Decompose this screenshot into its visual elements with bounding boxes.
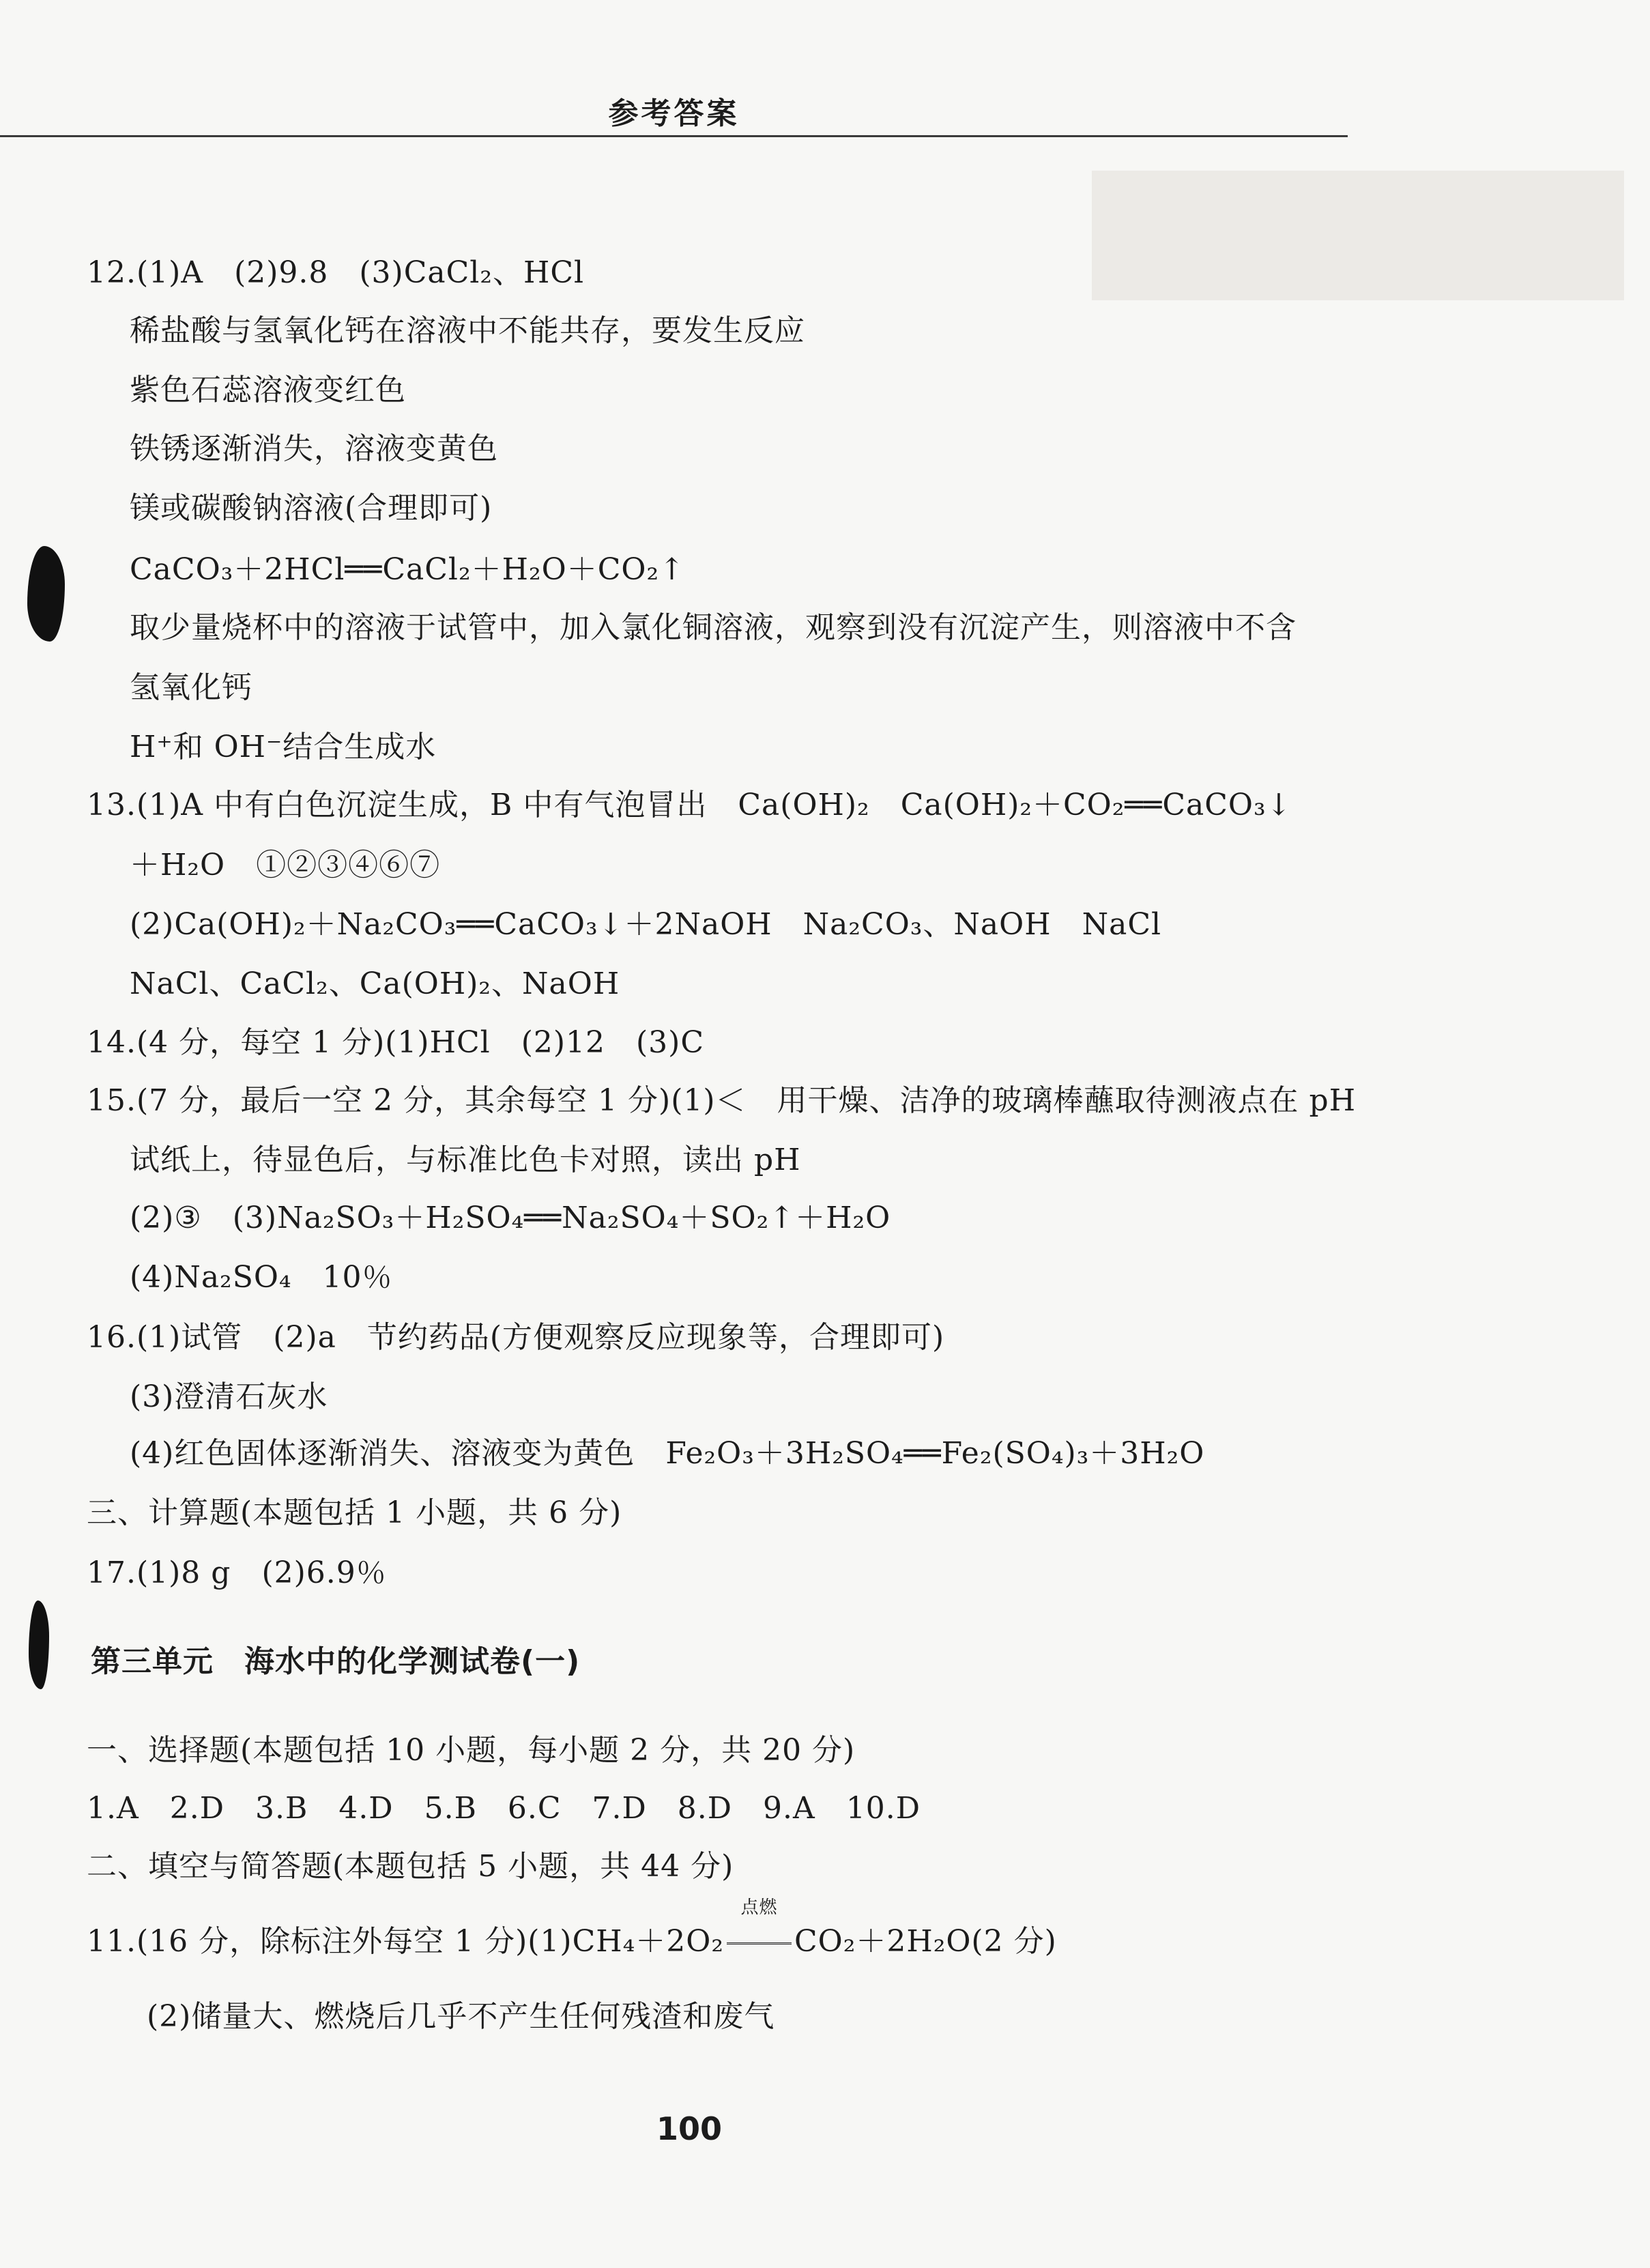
equals-bar [727,1942,792,1944]
answer-line: 15.(7 分，最后一空 2 分，其余每空 1 分)(1)＜ 用干燥、洁净的玻璃棒蘸取待测液点在 pH [87,1083,1357,1118]
answer-line: CaCO₃＋2HCl══CaCl₂＋H₂O＋CO₂↑ [130,552,685,587]
header-rule [0,135,1348,137]
answer-line: (3)澄清石灰水 [130,1379,328,1414]
answer-line: 14.(4 分，每空 1 分)(1)HCl (2)12 (3)C [87,1025,704,1060]
reaction-condition [724,1897,794,1962]
answer-line: 镁或碳酸钠溶液(合理即可) [130,491,493,526]
answer-line: 13.(1)A 中有白色沉淀生成，B 中有气泡冒出 Ca(OH)₂ Ca(OH)₂＋CO₂══CaCO₃↓ [87,788,1292,822]
answer-line: 12.(1)A (2)9.8 (3)CaCl₂、HCl [87,255,585,290]
answer-line: (2)Ca(OH)₂＋Na₂CO₃══CaCO₃↓＋2NaOH Na₂CO₃、NaOH NaCl [130,907,1162,942]
answer-line: 取少量烧杯中的溶液于试管中，加入氯化铜溶液，观察到没有沉淀产生，则溶液中不含 [130,610,1297,645]
answer-line: 紫色石蕊溶液变红色 [130,373,406,407]
answer-line-q11 [87,1897,1057,1962]
section-heading: 三、计算题(本题包括 1 小题，共 6 分) [87,1495,622,1530]
q11-prefix: 11.(16 分，除标注外每空 1 分)(1)CH₄＋2O₂ [87,1924,724,1959]
answer-line: (2)储量大、燃烧后几乎不产生任何残渣和废气 [147,1999,775,2034]
answer-line: (2)③ (3)Na₂SO₃＋H₂SO₄══Na₂SO₄＋SO₂↑＋H₂O [130,1201,891,1235]
answer-line: 17.(1)8 g (2)6.9％ [87,1555,387,1590]
ink-blot-mark [29,1600,49,1689]
answer-line: 1.A 2.D 3.B 4.D 5.B 6.C 7.D 8.D 9.A 10.D [87,1791,921,1826]
section-heading: 一、选择题(本题包括 10 小题，每小题 2 分，共 20 分) [87,1733,856,1768]
answer-line: 氢氧化钙 [130,670,252,705]
reaction-condition-label: 点燃 [740,1897,778,1918]
answer-line: (4)红色固体逐渐消失、溶液变为黄色 Fe₂O₃＋3H₂SO₄══Fe₂(SO₄)₃＋3H₂O [130,1436,1205,1471]
answer-line: 稀盐酸与氢氧化钙在溶液中不能共存，要发生反应 [130,313,805,348]
page-number: 100 [656,2110,723,2147]
page-header-title: 参考答案 [608,96,740,131]
answer-line: 试纸上，待显色后，与标准比色卡对照，读出 pH [130,1143,801,1177]
answer-line: ＋H₂O ①②③④⑥⑦ [130,848,441,882]
section-heading: 二、填空与简答题(本题包括 5 小题，共 44 分) [87,1849,734,1884]
answer-line: NaCl、CaCl₂、Ca(OH)₂、NaOH [130,966,620,1001]
scan-smudge [1092,171,1624,300]
ink-blot-mark [27,546,65,642]
answer-line: 铁锈逐渐消失，溶液变黄色 [130,431,498,466]
q11-suffix: CO₂＋2H₂O(2 分) [794,1924,1057,1959]
answer-line: (4)Na₂SO₄ 10％ [130,1260,393,1295]
answer-line: H⁺和 OH⁻结合生成水 [130,730,437,764]
unit-title: 第三单元 海水中的化学测试卷(一) [91,1644,581,1679]
answer-line: 16.(1)试管 (2)a 节约药品(方便观察反应现象等，合理即可) [87,1320,945,1355]
